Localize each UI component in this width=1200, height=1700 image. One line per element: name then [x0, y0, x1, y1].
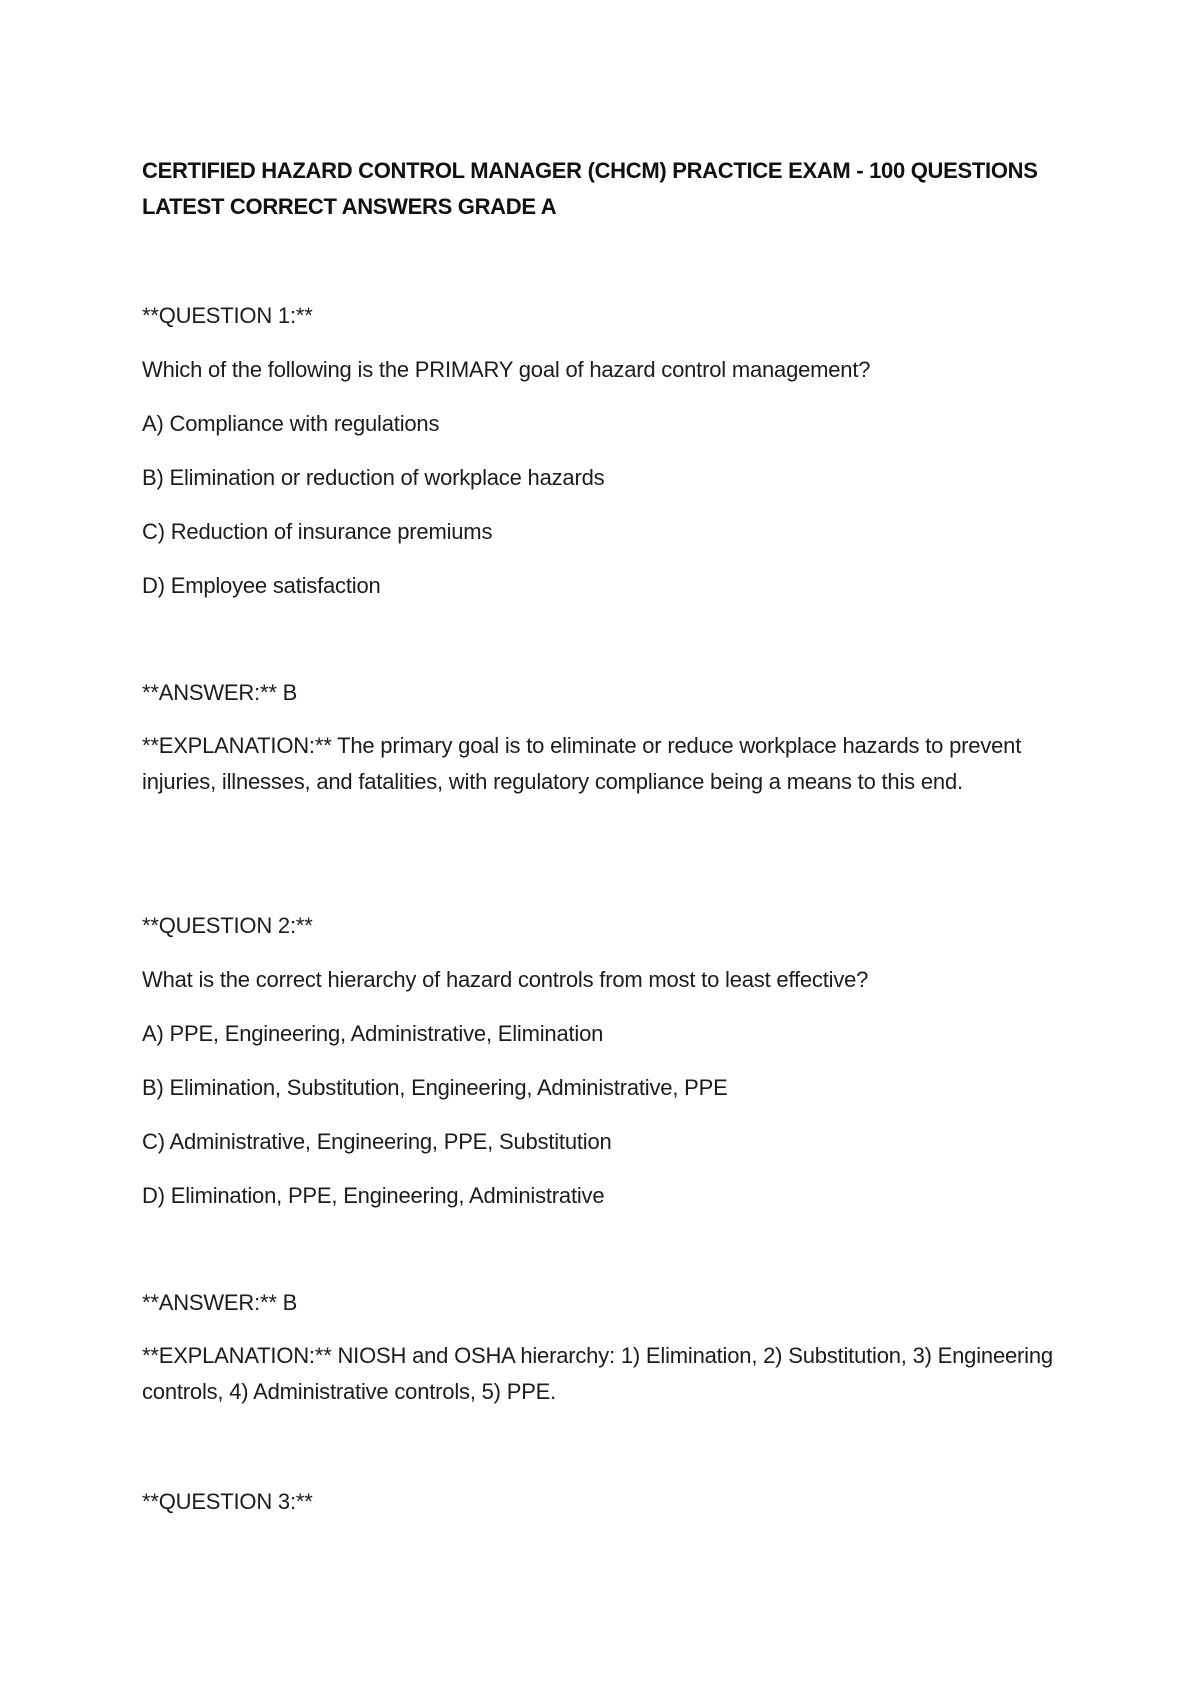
- question-2-option-b: B) Elimination, Substitution, Engineering, Administrative, PPE: [142, 1075, 728, 1100]
- question-1-heading: **QUESTION 1:**: [142, 303, 313, 328]
- document-title: CERTIFIED HAZARD CONTROL MANAGER (CHCM) PRACTICE EXAM - 100 QUESTIONS LATEST CORRECT ANSWERS GRADE A: [142, 158, 1038, 219]
- question-1-prompt: Which of the following is the PRIMARY goal of hazard control management?: [142, 357, 871, 382]
- question-1-answer: **ANSWER:** B: [142, 680, 298, 705]
- question-1-option-c: C) Reduction of insurance premiums: [142, 519, 493, 544]
- question-1-option-d: D) Employee satisfaction: [142, 573, 381, 598]
- question-2-answer: **ANSWER:** B: [142, 1290, 298, 1315]
- question-1-option-b: B) Elimination or reduction of workplace hazards: [142, 465, 605, 490]
- question-2-heading: **QUESTION 2:**: [142, 913, 313, 938]
- question-1-explanation: **EXPLANATION:** The primary goal is to eliminate or reduce workplace hazards to prevent injuries, illnesses, and fatalities, with regulatory compliance being a means to this end.: [142, 733, 1022, 794]
- question-3-heading: **QUESTION 3:**: [142, 1489, 313, 1514]
- question-1-option-a: A) Compliance with regulations: [142, 411, 440, 436]
- question-2-option-d: D) Elimination, PPE, Engineering, Administrative: [142, 1183, 605, 1208]
- question-2-option-c: C) Administrative, Engineering, PPE, Substitution: [142, 1129, 612, 1154]
- question-2-explanation: **EXPLANATION:** NIOSH and OSHA hierarchy: 1) Elimination, 2) Substitution, 3) Engineering controls, 4) Administrative controls, 5) PPE.: [142, 1343, 1053, 1404]
- question-2-prompt: What is the correct hierarchy of hazard controls from most to least effective?: [142, 967, 869, 992]
- question-2-option-a: A) PPE, Engineering, Administrative, Elimination: [142, 1021, 604, 1046]
